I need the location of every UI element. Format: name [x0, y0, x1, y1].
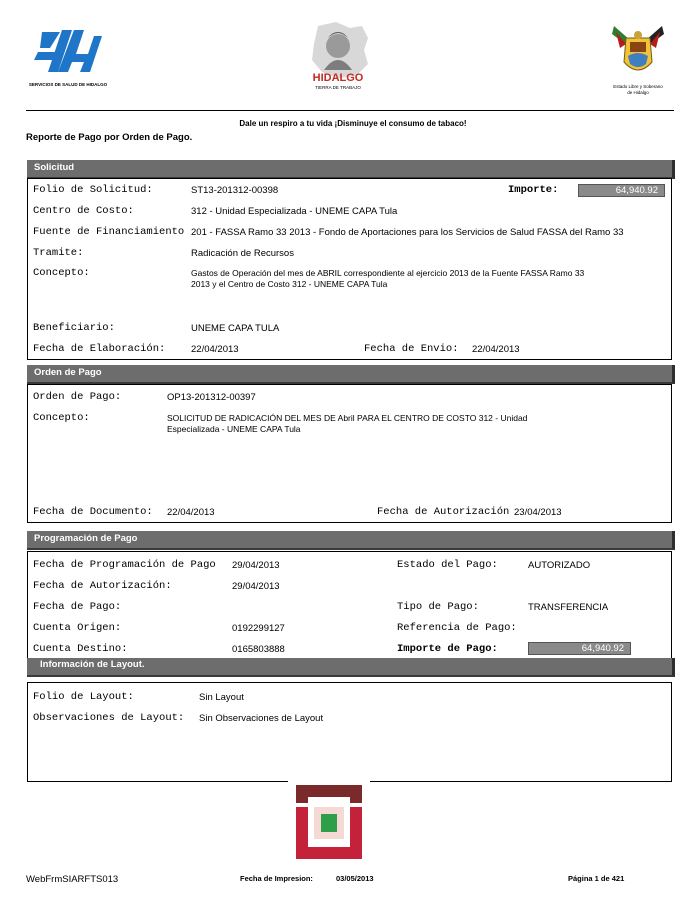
report-title: Reporte de Pago por Orden de Pago. — [26, 132, 193, 143]
tipo-pago-value: TRANSFERENCIA — [528, 602, 609, 613]
orden-title: Orden de Pago — [34, 367, 102, 378]
estado-pago-value: AUTORIZADO — [528, 560, 591, 571]
fecha-documento-value: 22/04/2013 — [167, 507, 215, 518]
orden-panel — [27, 384, 672, 523]
cuenta-origen-value: 0192299127 — [232, 623, 285, 634]
cuenta-origen-label: Cuenta Origen: — [33, 622, 122, 634]
fecha-programacion-value: 29/04/2013 — [232, 560, 280, 571]
footer-emblem — [288, 781, 370, 863]
fecha-elaboracion-label: Fecha de Elaboración: — [33, 343, 166, 355]
orden-header — [27, 365, 675, 384]
hidalgo-logo-text: HIDALGO — [312, 72, 364, 84]
solicitud-header — [27, 160, 675, 179]
fecha-pago-label: Fecha de Pago: — [33, 601, 122, 613]
coat-caption-2: de Hidalgo — [627, 90, 649, 95]
concepto-solicitud-value: Gastos de Operación del mes de ABRIL correspondiente al ejercicio 2013 de la Fuente FASSA Ramo 33 2013 y el Centro de Costo 312 - UNEME CAPA Tula — [191, 268, 585, 289]
referencia-pago-label: Referencia de Pago: — [397, 622, 517, 634]
beneficiario-value: UNEME CAPA TULA — [191, 323, 280, 334]
centro-costo-value: 312 - Unidad Especializada - UNEME CAPA Tula — [191, 206, 398, 217]
importe-pago-value: 64,940.92 — [528, 642, 631, 655]
coat-of-arms-icon — [608, 22, 668, 82]
observaciones-layout-value: Sin Observaciones de Layout — [199, 713, 324, 724]
fuente-value: 201 - FASSA Ramo 33 2013 - Fondo de Aportaciones para los Servicios de Salud FASSA del Ramo 33 — [191, 227, 624, 238]
folio-layout-label: Folio de Layout: — [33, 691, 134, 703]
slogan: Dale un respiro a tu vida ¡Disminuye el consumo de tabaco! — [239, 119, 467, 128]
concepto-orden-label: Concepto: — [33, 412, 90, 424]
beneficiario-label: Beneficiario: — [33, 322, 115, 334]
tipo-pago-label: Tipo de Pago: — [397, 601, 479, 613]
fuente-label: Fuente de Financiamiento — [33, 226, 185, 238]
fecha-impresion-value: 03/05/2013 — [336, 874, 374, 883]
folio-layout-value: Sin Layout — [199, 692, 244, 703]
centro-costo-label: Centro de Costo: — [33, 205, 134, 217]
tramite-value: Radicación de Recursos — [191, 248, 294, 259]
importe-value: 64,940.92 — [578, 184, 665, 197]
fecha-programacion-label: Fecha de Programación de Pago — [33, 559, 216, 571]
state-coat-of-arms — [608, 22, 668, 102]
estado-pago-label: Estado del Pago: — [397, 559, 498, 571]
programacion-title: Programación de Pago — [34, 533, 138, 544]
header-divider — [26, 110, 674, 111]
concepto-solicitud-label: Concepto: — [33, 267, 90, 279]
fecha-envio-label: Fecha de Envio: — [364, 343, 459, 355]
orden-pago-value: OP13-201312-00397 — [167, 392, 256, 403]
tramite-label: Tramite: — [33, 247, 84, 259]
solicitud-title: Solicitud — [34, 162, 75, 173]
hidalgo-logo-subtext: TIERRA DE TRABAJO — [315, 85, 361, 90]
coat-caption-1: Estado Libre y Soberano — [613, 84, 663, 89]
cuenta-destino-label: Cuenta Destino: — [33, 643, 128, 655]
layout-title: Información de Layout. — [40, 659, 145, 670]
health-emblem-icon — [288, 781, 370, 863]
page-number: Página 1 de 421 — [568, 874, 625, 883]
observaciones-layout-label: Observaciones de Layout: — [33, 712, 185, 724]
form-id: WebFrmSIARFTS013 — [26, 874, 119, 885]
fecha-envio-value: 22/04/2013 — [472, 344, 520, 355]
importe-pago-label: Importe de Pago: — [397, 643, 498, 655]
fecha-documento-label: Fecha de Documento: — [33, 506, 153, 518]
fecha-impresion-label: Fecha de Impresion: — [240, 874, 313, 883]
folio-solicitud-value: ST13-201312-00398 — [191, 185, 279, 196]
layout-header — [27, 658, 675, 677]
ssh-logo — [28, 22, 108, 92]
ssh-logo-mark — [28, 22, 108, 80]
importe-label: Importe: — [508, 184, 559, 196]
orden-pago-label: Orden de Pago: — [33, 391, 122, 403]
fecha-autorizacion-value: 23/04/2013 — [514, 507, 562, 518]
ssh-logo-caption: SERVICIOS DE SALUD DE HIDALGO — [28, 82, 108, 87]
programacion-header — [27, 531, 675, 550]
fecha-autorizacion-label: Fecha de Autorización — [377, 506, 510, 518]
hidalgo-logo — [298, 20, 378, 100]
concepto-orden-value: SOLICITUD DE RADICACIÓN DEL MES DE Abril PARA EL CENTRO DE COSTO 312 - Unidad Especializada - UNEME CAPA Tula — [167, 413, 528, 434]
fecha-aut-pago-value: 29/04/2013 — [232, 581, 280, 592]
fecha-elaboracion-value: 22/04/2013 — [191, 344, 239, 355]
fecha-aut-pago-label: Fecha de Autorización: — [33, 580, 172, 592]
folio-solicitud-label: Folio de Solicitud: — [33, 184, 153, 196]
cuenta-destino-value: 0165803888 — [232, 644, 285, 655]
